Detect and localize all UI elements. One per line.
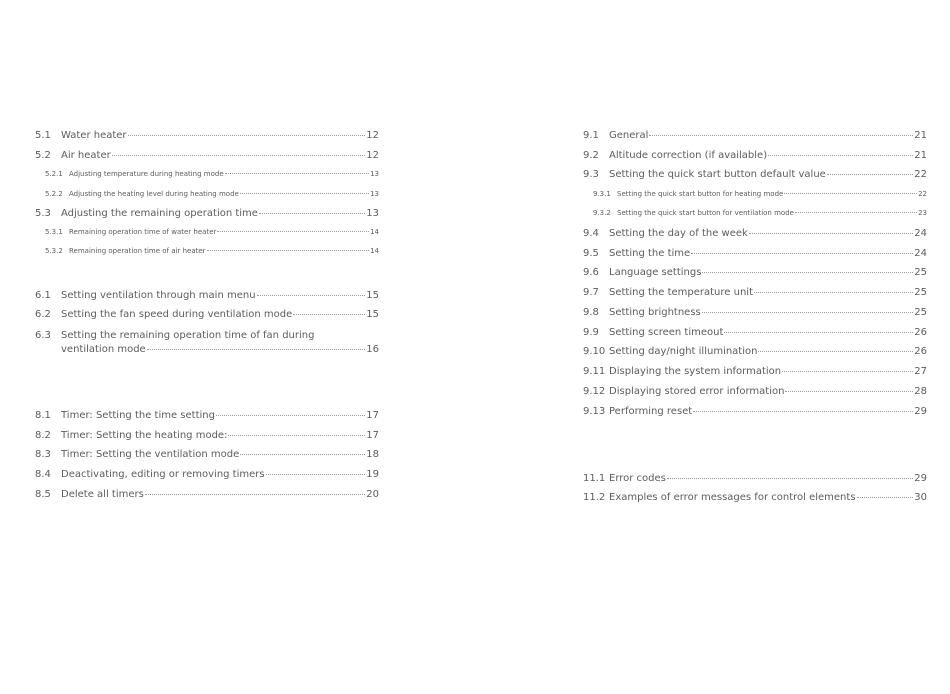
- toc-entry-title: Setting the time: [609, 248, 691, 259]
- toc-entry-row: [583, 386, 927, 398]
- toc-entry-title: Setting the quick start button default value: [609, 169, 826, 180]
- toc-entry-row: [583, 366, 927, 378]
- toc-entry-row: [583, 267, 927, 279]
- toc-entry[interactable]: [583, 130, 927, 142]
- toc-entry-title: Water heater: [61, 130, 127, 141]
- toc-entry-number: 9.8: [583, 307, 599, 318]
- toc-entry-row: [583, 492, 927, 504]
- toc-entry-row: [583, 473, 927, 485]
- toc-dot-leader: [724, 332, 913, 333]
- toc-dot-leader: [216, 415, 365, 416]
- toc-entry[interactable]: [35, 228, 379, 237]
- toc-entry-number: 8.1: [35, 410, 51, 421]
- toc-entry[interactable]: [583, 267, 927, 279]
- toc-entry-title: Setting day/night illumination: [609, 346, 758, 357]
- toc-dot-leader: [693, 411, 913, 412]
- toc-entry-row: [583, 346, 927, 358]
- toc-dot-leader: [702, 272, 913, 273]
- toc-page-number: 15: [366, 290, 379, 301]
- toc-entry[interactable]: [583, 190, 927, 199]
- toc-entry[interactable]: [35, 449, 379, 461]
- toc-entry[interactable]: [583, 287, 927, 299]
- toc-page-number: 21: [914, 130, 927, 141]
- toc-entry-title: Timer: Setting the ventilation mode: [61, 449, 240, 460]
- toc-entry-row: [35, 469, 379, 481]
- toc-dot-leader: [257, 295, 366, 296]
- toc-entry-number: 9.13: [583, 406, 606, 417]
- toc-entry-row: [583, 190, 927, 199]
- toc-entry-row: [35, 290, 379, 302]
- toc-entry-title: Setting ventilation through main menu: [61, 290, 256, 301]
- toc-dot-leader: [293, 314, 365, 315]
- toc-page-number: 30: [914, 492, 927, 503]
- toc-dot-leader: [240, 454, 365, 455]
- toc-entry-number: 9.2: [583, 150, 599, 161]
- toc-entry-number: 11.2: [583, 492, 606, 503]
- toc-entry[interactable]: [35, 130, 379, 142]
- toc-page-number: 14: [370, 247, 379, 255]
- toc-dot-leader: [649, 135, 913, 136]
- toc-entry[interactable]: [35, 330, 379, 356]
- toc-entry[interactable]: [583, 248, 927, 260]
- toc-entry[interactable]: [583, 386, 927, 398]
- toc-dot-leader: [827, 174, 913, 175]
- toc-page-number: 17: [366, 430, 379, 441]
- toc-entry-title: Examples of error messages for control elements: [609, 492, 856, 503]
- toc-entry-title: Language settings: [609, 267, 702, 278]
- toc-entry-row: [35, 150, 379, 162]
- toc-entry-number: 9.5: [583, 248, 599, 259]
- toc-dot-leader: [785, 391, 913, 392]
- toc-dot-leader: [795, 212, 917, 213]
- toc-entry-row: [35, 449, 379, 461]
- toc-entry-title: Timer: Setting the heating mode:: [61, 430, 228, 441]
- toc-page-number: 27: [914, 366, 927, 377]
- toc-entry-number: 9.11: [583, 366, 606, 377]
- toc-entry-number: 6.1: [35, 290, 51, 301]
- toc-entry[interactable]: [583, 473, 927, 485]
- toc-entry-row: [583, 248, 927, 260]
- toc-entry-row: [583, 327, 927, 339]
- toc-entry-title: Altitude correction (if available): [609, 150, 768, 161]
- toc-page-number: 29: [914, 473, 927, 484]
- toc-entry-number: 9.3.2: [593, 209, 611, 217]
- toc-entry-number: 5.2: [35, 150, 51, 161]
- toc-page-number: 17: [366, 410, 379, 421]
- toc-dot-leader: [240, 193, 369, 194]
- toc-entry[interactable]: [35, 170, 379, 179]
- toc-entry[interactable]: [583, 150, 927, 162]
- toc-entry-number: 6.2: [35, 309, 51, 320]
- toc-entry-row: [583, 150, 927, 162]
- toc-page-number: 14: [370, 228, 379, 236]
- toc-entry-row: [583, 130, 927, 142]
- toc-dot-leader: [266, 474, 366, 475]
- toc-entry-number: 9.12: [583, 386, 606, 397]
- toc-entry[interactable]: [35, 247, 379, 256]
- toc-entry[interactable]: [583, 346, 927, 358]
- toc-page-number: 12: [366, 150, 379, 161]
- toc-entry-number: 9.7: [583, 287, 599, 298]
- toc-page-number: 22: [914, 169, 927, 180]
- toc-page-number: 24: [914, 228, 927, 239]
- toc-dot-leader: [145, 494, 365, 495]
- toc-entry-title: Setting the temperature unit: [609, 287, 753, 298]
- toc-entry[interactable]: [35, 309, 379, 321]
- toc-dot-leader: [147, 349, 366, 350]
- toc-dot-leader: [758, 351, 913, 352]
- toc-entry-row: [35, 208, 379, 220]
- toc-dot-leader: [754, 292, 913, 293]
- toc-page-number: 13: [370, 170, 379, 178]
- toc-entry-title: General: [609, 130, 649, 141]
- toc-entry-title: Setting the quick start button for heating mode: [617, 190, 784, 198]
- toc-entry-title: Performing reset: [609, 406, 693, 417]
- toc-entry-title: Adjusting temperature during heating mode: [69, 170, 224, 178]
- toc-dot-leader: [228, 435, 365, 436]
- toc-entry-title: Adjusting the heating level during heating mode: [69, 190, 239, 198]
- toc-page-number: 13: [370, 190, 379, 198]
- toc-entry[interactable]: [583, 327, 927, 339]
- toc-entry-title: Deactivating, editing or removing timers: [61, 469, 265, 480]
- toc-page-number: 16: [366, 344, 379, 355]
- toc-entry[interactable]: [583, 228, 927, 240]
- toc-entry-title: Setting the fan speed during ventilation mode: [61, 309, 293, 320]
- toc-dot-leader: [691, 253, 913, 254]
- toc-entry-row: [583, 169, 927, 181]
- toc-entry-title: Displaying stored error information: [609, 386, 785, 397]
- toc-entry[interactable]: [35, 208, 379, 220]
- toc-entry-title: Setting the day of the week: [609, 228, 748, 239]
- toc-dot-leader: [259, 213, 365, 214]
- toc-entry-number: 5.3.1: [45, 228, 63, 236]
- toc-dot-leader: [128, 135, 366, 136]
- toc-page-number: 24: [914, 248, 927, 259]
- toc-entry[interactable]: [35, 290, 379, 302]
- toc-page-number: 23: [918, 209, 927, 217]
- toc-entry[interactable]: [583, 307, 927, 319]
- toc-dot-leader: [782, 371, 913, 372]
- toc-entry[interactable]: [583, 366, 927, 378]
- toc-entry-row: [35, 130, 379, 142]
- toc-entry-number: 5.1: [35, 130, 51, 141]
- toc-page-number: 28: [914, 386, 927, 397]
- toc-entry-title: Remaining operation time of water heater: [69, 228, 217, 236]
- toc-entry-title: Setting the remaining operation time of fan during: [61, 330, 315, 341]
- toc-entry[interactable]: [583, 209, 927, 218]
- toc-dot-leader: [749, 233, 913, 234]
- toc-entry-number: 9.3: [583, 169, 599, 180]
- toc-entry[interactable]: [35, 150, 379, 162]
- toc-entry[interactable]: [35, 410, 379, 422]
- toc-entry[interactable]: [35, 430, 379, 442]
- toc-entry-row: [35, 430, 379, 442]
- toc-entry-number: 8.5: [35, 489, 51, 500]
- toc-page-number: 26: [914, 346, 927, 357]
- toc-entry-title: Remaining operation time of air heater: [69, 247, 206, 255]
- toc-entry-row: [35, 247, 379, 256]
- toc-entry-title: Adjusting the remaining operation time: [61, 208, 258, 219]
- toc-entry[interactable]: [35, 489, 379, 501]
- toc-page-number: 15: [366, 309, 379, 320]
- toc-entry-row: [35, 489, 379, 501]
- toc-entry-number: 5.3.2: [45, 247, 63, 255]
- toc-entry-row: [583, 406, 927, 418]
- toc-entry-row: [583, 287, 927, 299]
- toc-entry-title: Setting screen timeout: [609, 327, 724, 338]
- toc-entry-row: [35, 410, 379, 422]
- toc-page-number: 29: [914, 406, 927, 417]
- toc-entry-number: 9.1: [583, 130, 599, 141]
- toc-entry-title: Error codes: [609, 473, 666, 484]
- toc-entry-number: 9.3.1: [593, 190, 611, 198]
- toc-entry-number: 5.2.2: [45, 190, 63, 198]
- toc-entry-title: Timer: Setting the time setting: [61, 410, 215, 421]
- toc-page-number: 21: [914, 150, 927, 161]
- toc-page-number: 12: [366, 130, 379, 141]
- toc-entry-first-line: [35, 330, 379, 342]
- toc-entry-row: [583, 228, 927, 240]
- toc-entry-number: 8.2: [35, 430, 51, 441]
- toc-dot-leader: [207, 250, 370, 251]
- toc-dot-leader: [112, 155, 366, 156]
- toc-dot-leader: [225, 173, 369, 174]
- toc-dot-leader: [217, 231, 369, 232]
- toc-entry[interactable]: [583, 492, 927, 504]
- toc-page-number: 20: [366, 489, 379, 500]
- toc-entry-number: 8.4: [35, 469, 51, 480]
- toc-page-number: 19: [366, 469, 379, 480]
- toc-page-number: 26: [914, 327, 927, 338]
- toc-entry-title: Setting brightness: [609, 307, 701, 318]
- toc-entry-second-line: [35, 344, 379, 356]
- toc-entry-title: Delete all timers: [61, 489, 144, 500]
- toc-entry[interactable]: [583, 406, 927, 418]
- toc-entry-number: 8.3: [35, 449, 51, 460]
- toc-dot-leader: [702, 312, 914, 313]
- toc-entry-number: 6.3: [35, 330, 51, 341]
- toc-entry-number: 9.10: [583, 346, 606, 357]
- toc-entry-number: 9.6: [583, 267, 599, 278]
- toc-page-number: 18: [366, 449, 379, 460]
- toc-entry-row: [35, 170, 379, 179]
- toc-page-number: 25: [914, 307, 927, 318]
- toc-dot-leader: [768, 155, 913, 156]
- toc-page-number: 25: [914, 287, 927, 298]
- toc-entry-title: Setting the quick start button for ventilation mode: [617, 209, 794, 217]
- toc-page-number: 22: [918, 190, 927, 198]
- toc-entry-number: 11.1: [583, 473, 606, 484]
- toc-entry-number: 5.3: [35, 208, 51, 219]
- toc-entry-row: [35, 309, 379, 321]
- toc-entry-row: [583, 209, 927, 218]
- toc-entry-row: [35, 190, 379, 199]
- toc-dot-leader: [667, 478, 913, 479]
- toc-entry-row: [583, 307, 927, 319]
- toc-entry-number: 9.9: [583, 327, 599, 338]
- toc-entry-title: Air heater: [61, 150, 111, 161]
- toc-entry-title-continued: ventilation mode: [61, 344, 146, 355]
- toc-entry-title: Displaying the system information: [609, 366, 782, 377]
- toc-entry[interactable]: [583, 169, 927, 181]
- toc-entry[interactable]: [35, 469, 379, 481]
- toc-dot-leader: [857, 497, 914, 498]
- toc-page-number: 25: [914, 267, 927, 278]
- toc-entry[interactable]: [35, 190, 379, 199]
- toc-entry-number: 9.4: [583, 228, 599, 239]
- toc-page-number: 13: [366, 208, 379, 219]
- toc-dot-leader: [784, 193, 917, 194]
- toc-entry-row: [35, 228, 379, 237]
- toc-entry-number: 5.2.1: [45, 170, 63, 178]
